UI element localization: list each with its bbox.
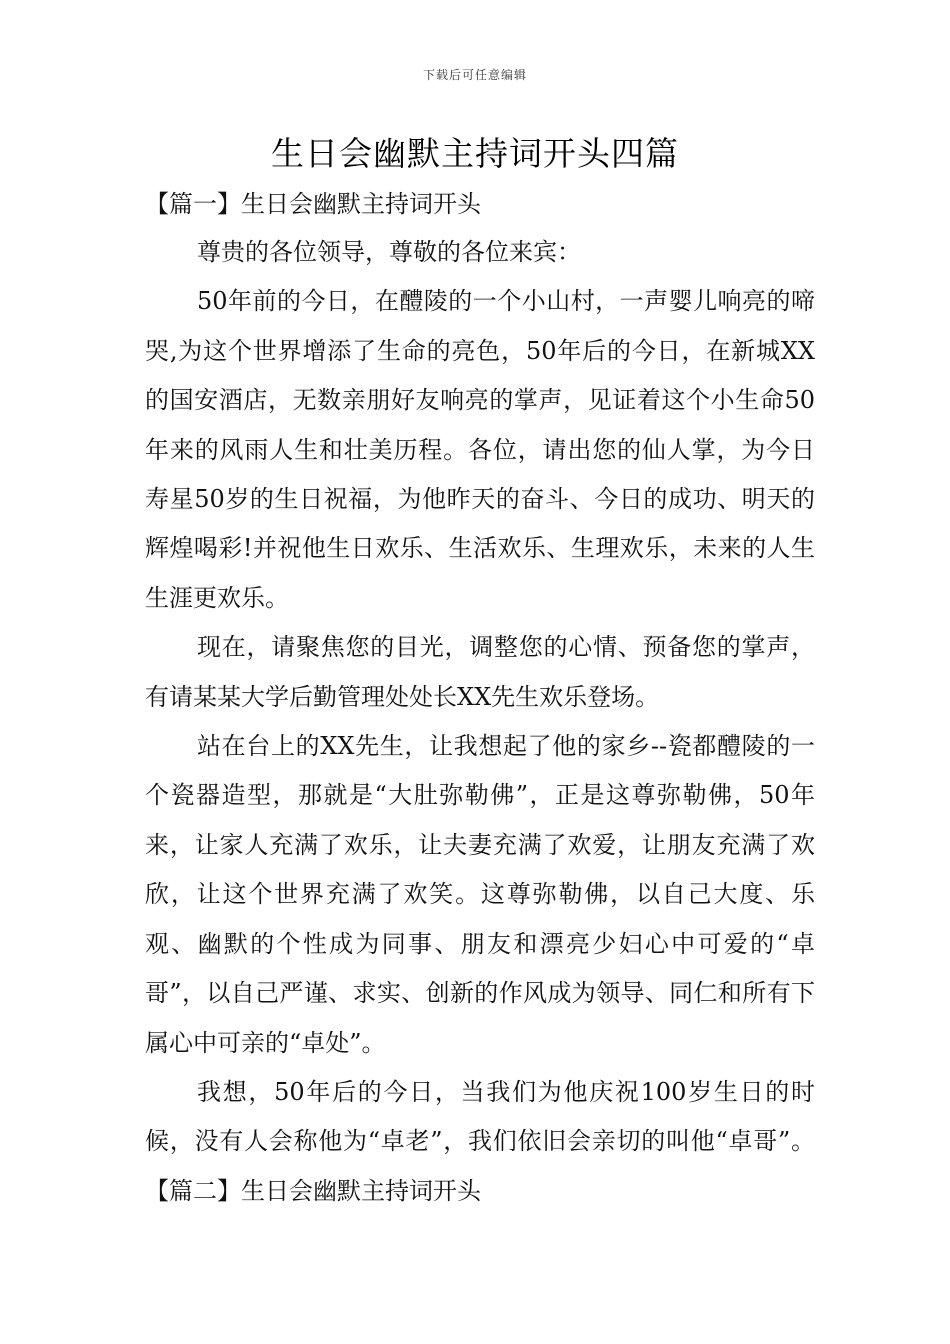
paragraph-greeting: 尊贵的各位领导，尊敬的各位来宾： xyxy=(197,238,581,266)
paragraph-3: 站在台上的XX先生，让我想起了他的家乡--瓷都醴陵的一个瓷器造型，那就是“大肚弥勒佛”，正是这尊弥勒佛，50年来，让家人充满了欢乐，让夫妻充满了欢爱，让朋友充满了欢欣，让这个世界充满了欢笑。这尊弥勒佛，以自己大度、乐观、幽默的个性成为同事、朋友和漂亮少妇心中可爱的“卓哥”，以自己严谨、求实、创新的作风成为领导、同仁和所有下属心中可亲的“卓处”。 xyxy=(145,732,815,1057)
section-heading-1: 【篇一】生日会幽默主持词开头 xyxy=(145,190,481,218)
paragraph-4: 我想，50年后的今日，当我们为他庆祝100岁生日的时候，没有人会称他为“卓老”，我们依旧会亲切的叫他“卓哥”。【篇二】生日会幽默主持词开头 xyxy=(145,1077,815,1205)
document-title: 生日会幽默主持词开头四篇 xyxy=(271,134,679,173)
paragraph-2: 现在，请聚焦您的目光，调整您的心情、预备您的掌声，有请某某大学后勤管理处处长XX先生欢乐登场。 xyxy=(145,633,815,711)
paragraph-1: 50年前的今日，在醴陵的一个小山村，一声婴儿响亮的啼哭,为这个世界增添了生命的亮色，50年后的今日，在新城XX的国安酒店，无数亲朋好友响亮的掌声，见证着这个小生命50年来的风雨人生和壮美历程。各位，请出您的仙人掌，为今日寿星50岁的生日祝福，为他昨天的奋斗、今日的成功、明天的辉煌喝彩!并祝他生日欢乐、生活欢乐、生理欢乐，未来的人生生涯更欢乐。 xyxy=(145,287,815,612)
body-text xyxy=(145,228,815,1216)
header-note: 下载后可任意编辑 xyxy=(422,68,527,82)
